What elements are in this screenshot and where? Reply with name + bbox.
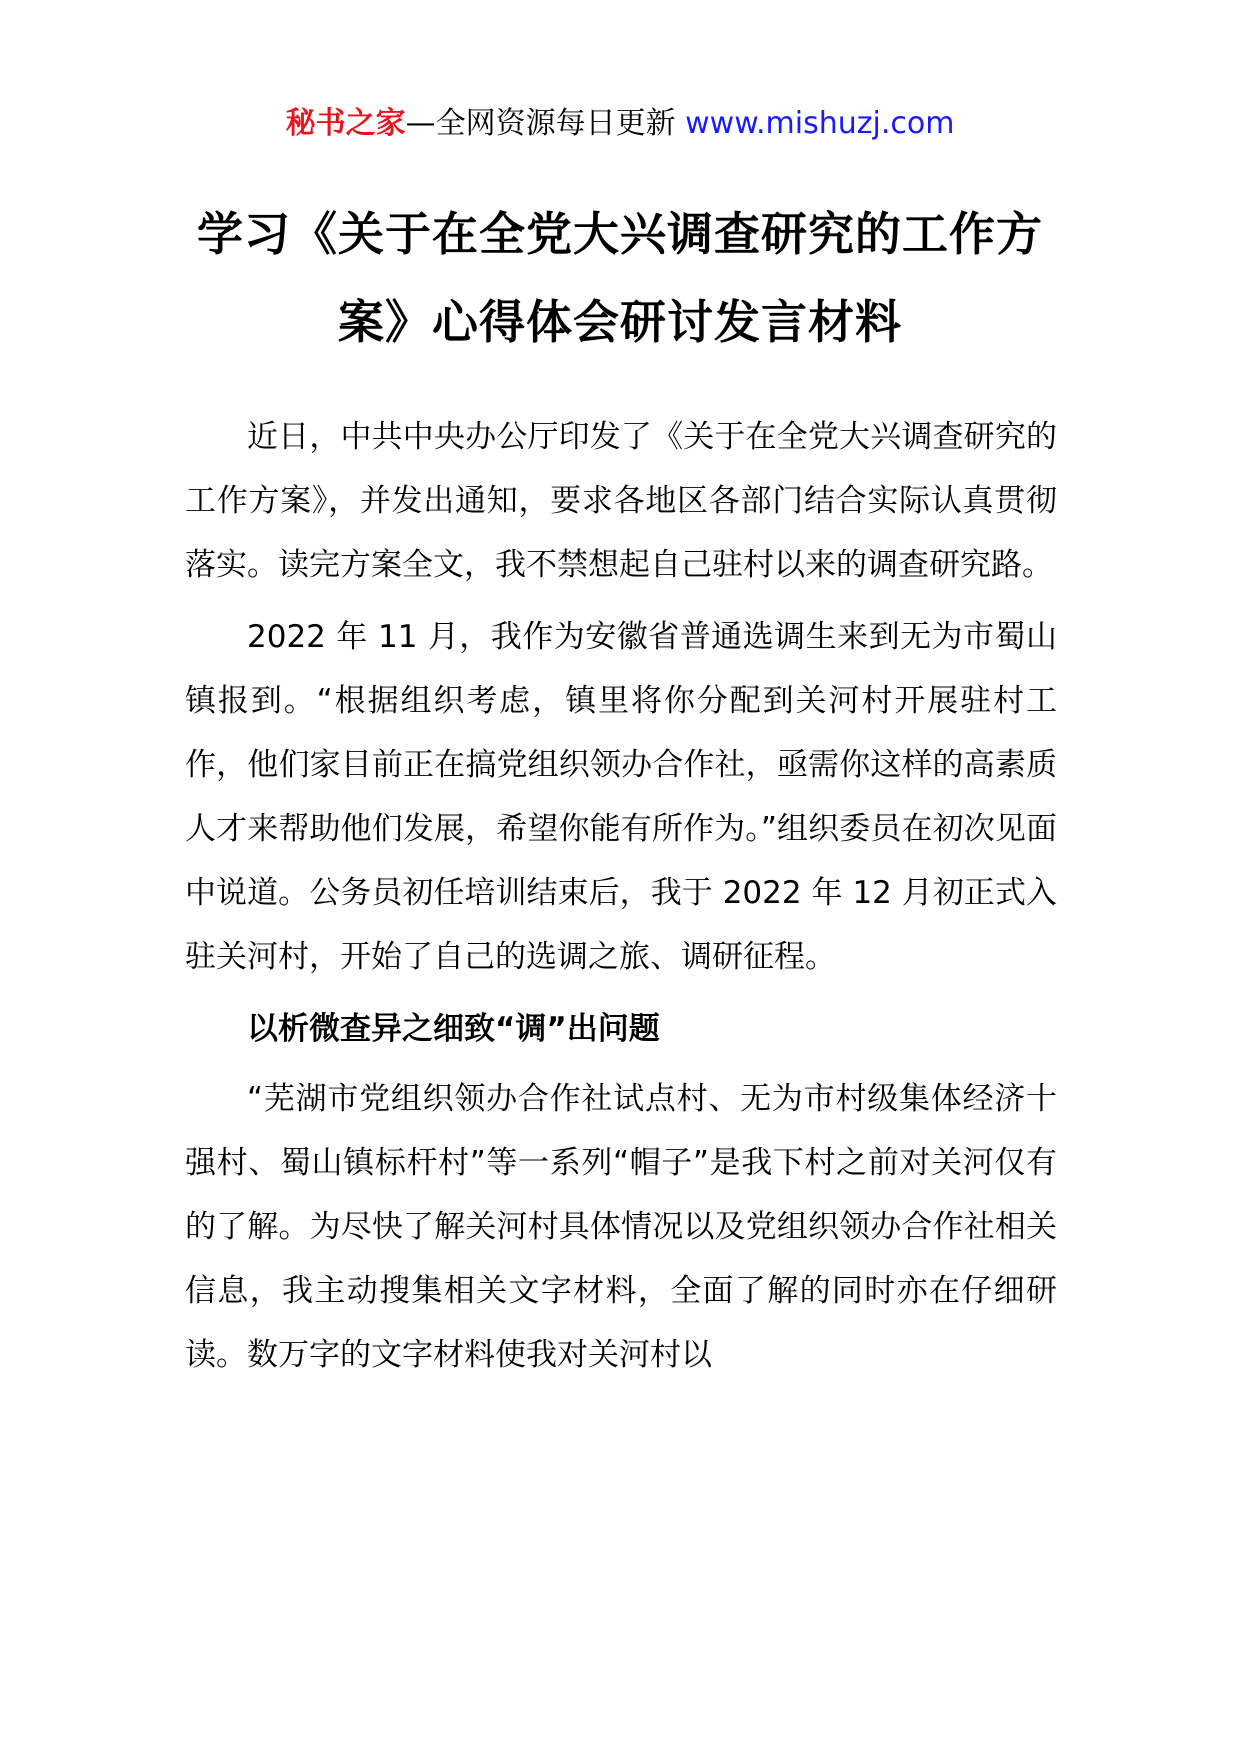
document-body — [185, 405, 1057, 1395]
header-tagline: —全网资源每日更新 — [405, 106, 676, 141]
section-heading: 以析微查异之细致“调”出问题 — [247, 1011, 660, 1047]
website-link[interactable]: www.mishuzj.com — [685, 106, 955, 141]
paragraph-background: 2022 年 11 月，我作为安徽省普通选调生来到无为市蜀山镇报到。“根据组织考虑，镇里将你分配到关河村开展驻村工作，他们家目前正在搞党组织领办合作社，亟需你这样的高素质人才来帮助他们发展，希望你能有所作为。”组织委员在初次见面中说道。公务员初任培训结束后，我于 2022 年 12 月初正式入驻关河村，开始了自己的选调之旅、调研征程。 — [185, 619, 1057, 975]
page-header — [0, 104, 1240, 144]
paragraph-intro: 近日，中共中央办公厅印发了《关于在全党大兴调查研究的工作方案》，并发出通知，要求各地区各部门结合实际认真贯彻落实。读完方案全文，我不禁想起自己驻村以来的调查研究路。 — [185, 419, 1057, 583]
section-paragraph: “芜湖市党组织领办合作社试点村、无为市村级集体经济十强村、蜀山镇标杆村”等一系列“帽子”是我下村之前对关河仅有的了解。为尽快了解关河村具体情况以及党组织领办合作社相关信息，我主动搜集相关文字材料，全面了解的同时亦在仔细研读。数万字的文字材料使我对关河村以 — [185, 1081, 1057, 1373]
brand-name: 秘书之家 — [285, 106, 406, 141]
document-title: 学习《关于在全党大兴调查研究的工作方案》心得体会研讨发言材料 — [197, 207, 1043, 349]
